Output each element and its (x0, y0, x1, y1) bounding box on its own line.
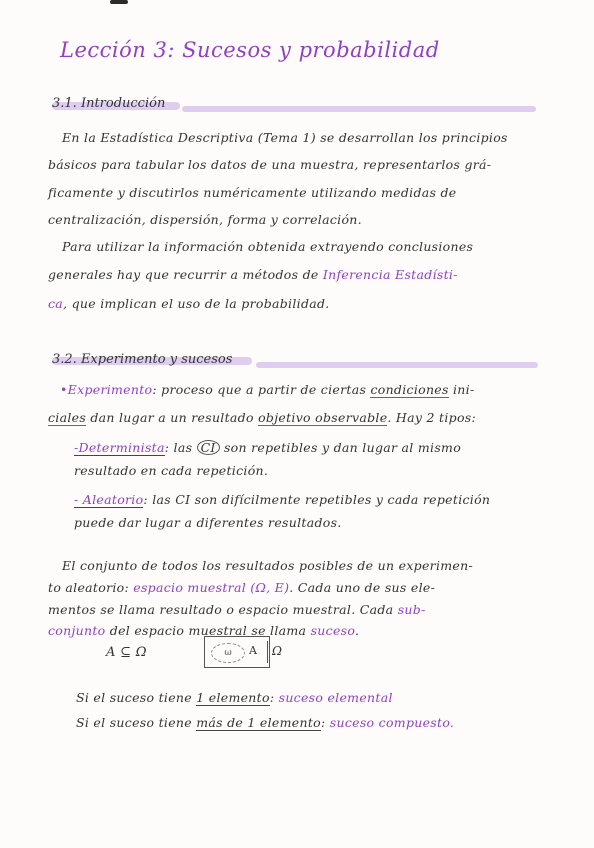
section1-heading: 3.1. Introducción (52, 96, 166, 111)
experiment-text-2d: . Hay 2 tipos: (387, 410, 477, 425)
sample-line-1: El conjunto de todos los resultados posibles de un experimen- (62, 558, 473, 573)
sample-text-2a: to aleatorio: (48, 580, 134, 595)
sample-text-3a: mentos se llama resultado o espacio muestral. Cada (48, 602, 398, 617)
experiment-line-2 (48, 410, 476, 425)
simple-text-c: : (269, 690, 279, 705)
simple-text-a: Si el suceso tiene (76, 690, 197, 705)
deterministic-line-1 (74, 440, 461, 455)
intro-line-4: centralización, dispersión, forma y correlación. (48, 212, 362, 227)
sample-text-4b: del espacio muestral se llama (105, 623, 311, 638)
more-elements-term: más de 1 elemento (196, 715, 321, 730)
page-title: Lección 3: Sucesos y probabilidad (60, 38, 440, 62)
compound-text-a: Si el suceso tiene (76, 715, 197, 730)
section2-heading: 3.2. Experimento y sucesos (52, 352, 233, 367)
observable-term: objetivo observable (258, 410, 388, 425)
simple-event-line (76, 690, 393, 705)
compound-event-line (76, 715, 454, 730)
venn-set-label: A (249, 644, 257, 657)
venn-diagram (204, 636, 270, 668)
deterministic-line-2: resultado en cada repetición. (74, 463, 269, 478)
intro-line-7 (48, 296, 330, 311)
subset-term-end: conjunto (48, 623, 106, 638)
ci-circled: CI (197, 440, 220, 455)
section1-rule (182, 106, 536, 112)
experiment-term: •Experimento (60, 382, 153, 397)
subset-notation: A ⊆ Ω (106, 645, 147, 660)
top-ink-mark (110, 0, 128, 4)
sample-line-2 (48, 580, 435, 595)
compound-text-c: : (320, 715, 330, 730)
random-term: - Aleatorio (74, 492, 144, 507)
experiment-text-1: : proceso que a partir de ciertas (152, 382, 367, 397)
sample-space-term: espacio muestral (Ω, E) (133, 580, 290, 595)
intro-line-7-text: , que implican el uso de la probabilidad. (63, 296, 330, 311)
event-term: suceso (310, 623, 355, 638)
intro-line-6 (48, 267, 458, 282)
intro-line-3: ficamente y discutirlos numéricamente utilizando medidas de (48, 185, 457, 200)
conditions-term: condiciones (370, 382, 449, 397)
random-line-1 (74, 492, 490, 507)
deterministic-term: -Determinista (74, 440, 165, 455)
intro-line-2: básicos para tabular los datos de una muestra, representarlos grá- (48, 157, 492, 172)
compound-event-term: suceso compuesto. (329, 715, 455, 730)
section2-rule (256, 362, 538, 368)
sample-text-2c: . Cada uno de sus ele- (289, 580, 436, 595)
sample-line-3 (48, 602, 426, 617)
experiment-text-2b: dan lugar a un resultado (86, 410, 259, 425)
intro-line-6-text: generales hay que recurrir a métodos de (48, 267, 319, 282)
venn-omega-label: Ω (272, 644, 282, 658)
sample-text-4d: . (354, 623, 360, 638)
subset-term-start: sub- (397, 602, 426, 617)
intro-line-5: Para utilizar la información obtenida extrayendo conclusiones (62, 239, 474, 254)
venn-inner-set: ω (211, 643, 245, 663)
intro-line-1: En la Estadística Descriptiva (Tema 1) se desarrollan los principios (62, 130, 508, 145)
experiment-text-1c: ini- (448, 382, 475, 397)
venn-divider (267, 641, 268, 663)
inference-term: Inferencia Estadísti- (322, 267, 458, 282)
experiment-line-1 (60, 382, 474, 397)
elementary-event-term: suceso elemental (278, 690, 393, 705)
random-text-1: : las CI son difícilmente repetibles y cada repetición (143, 492, 491, 507)
initial-term: ciales (48, 410, 87, 425)
one-element-term: 1 elemento (196, 690, 270, 705)
deterministic-text-2: son repetibles y dan lugar al mismo (219, 440, 462, 455)
inference-term-end: ca (48, 296, 64, 311)
deterministic-text-1: : las (164, 440, 197, 455)
random-line-2: puede dar lugar a diferentes resultados. (74, 515, 342, 530)
